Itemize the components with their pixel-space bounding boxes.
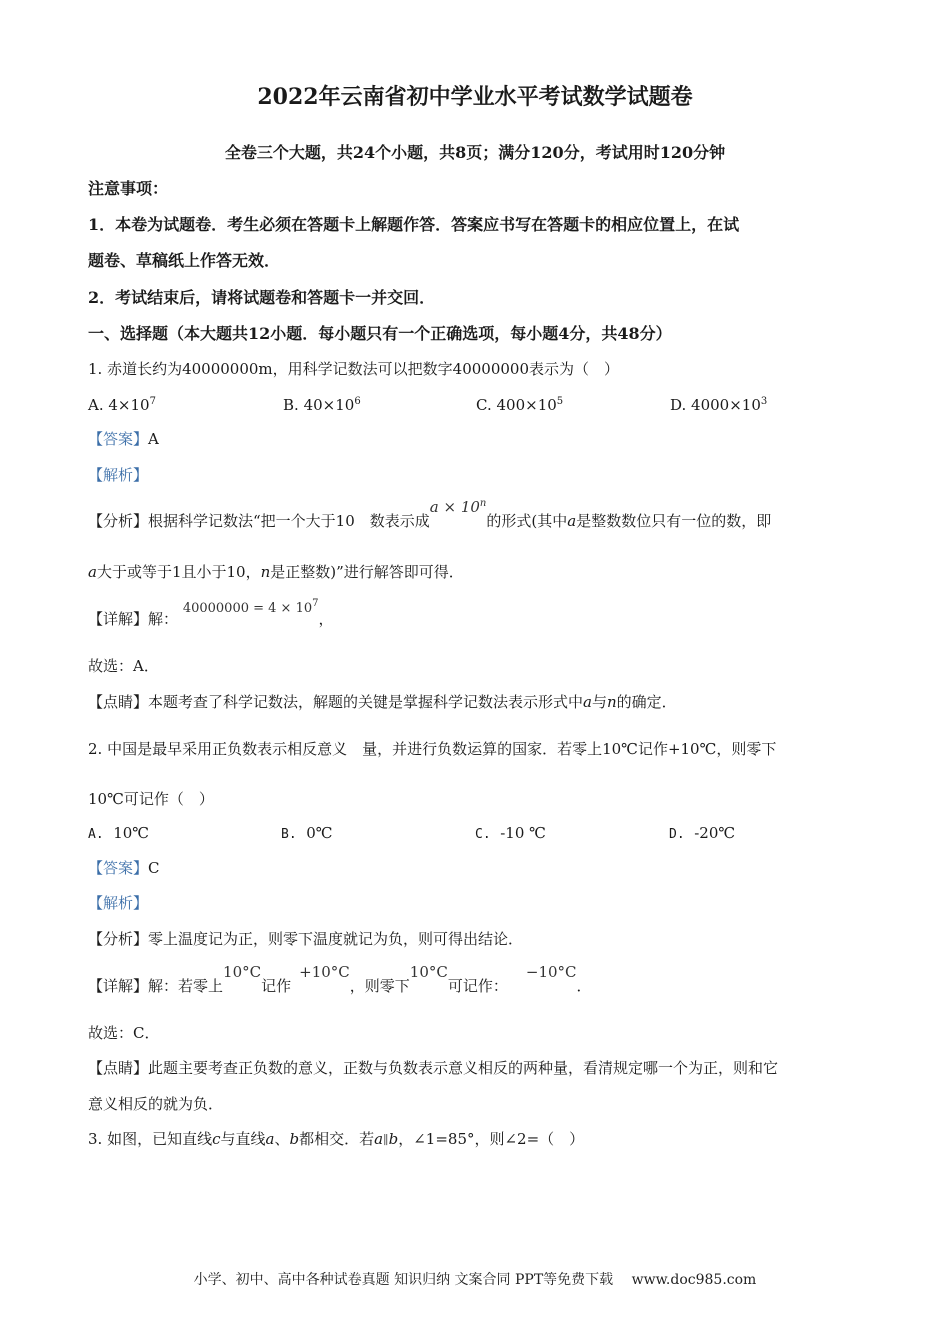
q2-option-b [281, 822, 333, 846]
q1-option-b-letter: B. [283, 396, 299, 414]
q2-detail-text-b: 记作 [261, 977, 292, 995]
q2-option-c-letter: C. [475, 827, 491, 842]
page-footer: 小学、初中、高中各种试卷真题 知识归纳 文案合同 PPT等免费下载 www.doc985.com [193, 1272, 757, 1288]
q2-stem-line-1: 2. 中国是最早采用正负数表示相反意义 量，并进行负数运算的国家．若零上10℃记作+10℃，则零下 [88, 740, 777, 758]
q3-var-a-2: a [374, 1130, 384, 1148]
section-heading: 一、选择题（本大题共12小题．每小题只有一个正确选项，每小题4分，共48分） [88, 324, 672, 343]
q1-detail-tag: 【详解】 [88, 610, 149, 628]
q1-option-d-letter: D. [670, 396, 687, 414]
q2-dianjing-line-2: 意义相反的就为负． [88, 1095, 224, 1113]
q2-option-a-letter: A. [88, 827, 104, 842]
q2-analysis-tag: 【解析】 [88, 894, 149, 912]
q2-answer-line [88, 857, 160, 879]
q1-option-d-base: 4000×10 [691, 396, 761, 414]
q1-option-a [88, 394, 156, 416]
q2-option-a [88, 822, 149, 846]
q1-detail-formula [182, 598, 319, 616]
notice-item-1-line-1: 1．本卷为试题卷．考生必须在答题卡上解题作答．答案应书写在答题卡的相应位置上，在试 [88, 215, 740, 234]
q1-detail-formula-exp: 7 [312, 598, 319, 609]
q1-option-c-base: 400×10 [496, 396, 557, 414]
q1-detail-text: 解： [148, 610, 179, 628]
q2-stem-line-2: 10℃可记作（ ） [88, 790, 214, 808]
q2-option-b-letter: B. [281, 827, 297, 842]
q1-fenxi-var-a: a [567, 512, 577, 530]
q2-detail-text-a: 解：若零上 [148, 977, 224, 995]
q1-option-c [476, 394, 563, 416]
q1-fenxi-formula-exp: n [479, 498, 487, 509]
q2-option-b-value: 0℃ [306, 824, 333, 842]
q1-option-a-exp: 7 [149, 396, 156, 407]
q1-answer-tag: 【答案】 [88, 430, 149, 448]
q2-answer-tag: 【答案】 [88, 859, 149, 877]
q2-choose: 故选：C． [88, 1024, 160, 1042]
q2-answer-value: C [148, 859, 160, 877]
q2-fenxi-text: 零上温度记为正，则零下温度就记为负，则可得出结论． [148, 930, 524, 948]
q1-option-a-letter: A. [88, 396, 104, 414]
q1-detail-line [88, 598, 334, 632]
q1-dianjing-end: 的确定． [616, 693, 677, 711]
page-title: 2022年云南省初中学业水平考试数学试题卷 [257, 84, 693, 110]
q3-stem [88, 1128, 584, 1151]
q2-option-d-value: -20℃ [694, 824, 736, 842]
q1-option-a-base: 4×10 [108, 396, 150, 414]
q1-option-d-exp: 3 [760, 396, 768, 407]
q3-var-c: c [212, 1130, 221, 1148]
q2-dianjing-tag: 【点睛】 [88, 1059, 149, 1077]
q1-answer-line [88, 428, 159, 450]
q2-option-c-value: -10 ℃ [500, 824, 546, 842]
q2-detail-text-c: ，则零下 [349, 977, 410, 995]
q1-stem: 1. 赤道长约为40000000m，用科学记数法可以把数字40000000表示为（ ） [88, 360, 620, 378]
q2-option-a-value: 10℃ [113, 824, 150, 842]
q2-detail-line [88, 963, 592, 997]
q1-answer-value: A [148, 430, 159, 448]
q1-dianjing-var-n: n [607, 693, 617, 711]
notice-item-2: 2．考试结束后，请将试题卷和答题卡一并交回． [88, 288, 436, 307]
q2-detail-text-d: 可记作： [447, 977, 508, 995]
q1-option-b-exp: 6 [354, 396, 361, 407]
q1-fenxi-text-b: 的形式(其中 [486, 512, 568, 530]
q3-stem-a: 3. 如图，已知直线 [88, 1130, 213, 1148]
q1-choose: 故选：A． [88, 657, 159, 675]
q1-dianjing-tag: 【点睛】 [88, 693, 149, 711]
q1-dianjing-var-a: a [583, 693, 592, 711]
q3-var-a: a [265, 1130, 275, 1148]
q2-dianjing-text-1: 此题主要考查正负数的意义，正数与负数表示意义相反的两种量，看清规定哪一个为正，则和它 [148, 1059, 779, 1077]
notice-heading: 注意事项： [88, 179, 169, 198]
q1-fenxi-line2-end: 是正整数)”进行解答即可得． [270, 563, 464, 581]
q1-option-b-base: 40×10 [303, 396, 355, 414]
q1-fenxi-line2-var-a: a [88, 563, 97, 581]
q1-option-d [670, 394, 767, 416]
q3-stem-d: 都相交．若 [299, 1130, 375, 1148]
q1-fenxi-line2-var-n: n [260, 563, 271, 581]
q3-stem-c: 、 [274, 1130, 290, 1148]
q2-option-d-letter: D. [669, 827, 685, 842]
q1-dianjing-text-a: 本题考查了科学记数法，解题的关键是掌握科学记数法表示形式中 [148, 693, 584, 711]
q2-detail-math-1: 10°C [223, 963, 262, 981]
exam-subtitle: 全卷三个大题，共24个小题，共8页；满分120分，考试用时120分钟 [224, 143, 726, 162]
q1-detail-end: ， [318, 610, 334, 628]
q1-dianjing-line [88, 691, 677, 713]
q3-stem-e: ，∠1=85°，则∠2=（ ） [398, 1130, 585, 1148]
q1-option-c-letter: C. [476, 396, 492, 414]
q1-fenxi-formula [430, 498, 487, 516]
q1-fenxi-formula-base: a × 10 [429, 498, 480, 516]
q2-dianjing-line-1 [88, 1057, 778, 1079]
q2-fenxi-line [88, 928, 523, 950]
q2-detail-math-3: 10°C [409, 963, 448, 981]
q2-option-c [475, 822, 546, 846]
q1-dianjing-mid: 与 [591, 693, 607, 711]
q2-option-d [669, 822, 735, 846]
q1-fenxi-line-2 [88, 561, 464, 583]
q2-detail-math-4: −10°C [525, 963, 577, 981]
q2-detail-math-2: +10°C [299, 963, 350, 981]
q3-var-b-2: b [388, 1130, 399, 1148]
q1-fenxi-text-a: 根据科学记数法“把一个大于10 数表示成 [148, 512, 430, 530]
q1-analysis-tag: 【解析】 [88, 466, 149, 484]
notice-item-1-line-2: 题卷、草稿纸上作答无效． [88, 251, 281, 270]
q1-option-c-exp: 5 [556, 396, 564, 407]
q3-var-b: b [289, 1130, 300, 1148]
q1-option-b [283, 394, 361, 416]
q2-detail-end: ． [576, 977, 592, 995]
q1-detail-formula-base: 40000000 = 4 × 10 [182, 601, 313, 616]
q2-detail-tag: 【详解】 [88, 977, 149, 995]
q3-parallel-symbol: ∥ [383, 1133, 389, 1147]
q2-fenxi-tag: 【分析】 [88, 930, 149, 948]
q1-fenxi-tag: 【分析】 [88, 512, 149, 530]
q1-fenxi-line2-text: 大于或等于1且小于10， [96, 563, 261, 581]
q1-fenxi-text-c: 是整数数位只有一位的数，即 [576, 512, 772, 530]
q3-stem-b: 与直线 [220, 1130, 266, 1148]
